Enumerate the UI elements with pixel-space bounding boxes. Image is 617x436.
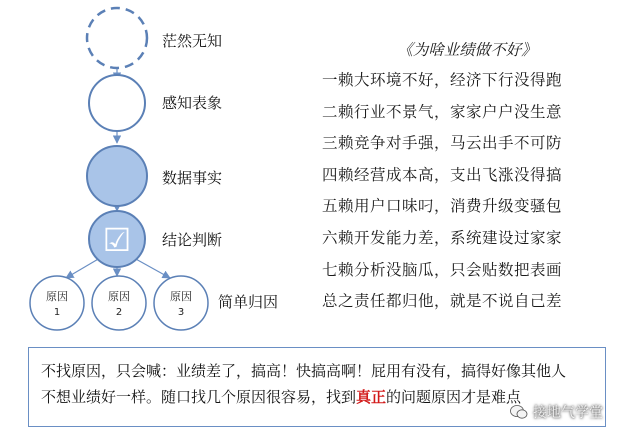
watermark bbox=[510, 402, 603, 422]
watermark-text: 接地气学堂 bbox=[533, 405, 603, 421]
poem-title: 《为啥业绩做不好》 bbox=[397, 41, 537, 59]
node-cause-3 bbox=[154, 276, 208, 330]
label-ignorance: 茫然无知 bbox=[162, 32, 223, 50]
poem-line: 七赖分析没脑瓜，只会贴数把表画 bbox=[322, 260, 563, 279]
poem-line: 三赖竞争对手强，马云出手不可防 bbox=[322, 134, 563, 153]
node-cause-2 bbox=[92, 276, 146, 330]
cause-3-number: 3 bbox=[177, 307, 185, 318]
highlight-text: 真正 bbox=[356, 388, 387, 406]
poem-line: 五赖用户口味叼，消费升级变骚包 bbox=[322, 197, 563, 216]
cause-1-label: 原因 bbox=[46, 290, 68, 303]
cause-2-number: 2 bbox=[115, 307, 123, 318]
label-perception: 感知表象 bbox=[162, 94, 223, 112]
poem-line: 一赖大环境不好，经济下行没得跑 bbox=[322, 71, 563, 89]
label-simple-attribution: 简单归因 bbox=[218, 293, 279, 311]
arrow-conclusion-to-cause-3 bbox=[134, 258, 170, 278]
commentary-text: 不想业绩好一样。随口找几个原因很容易，找到 bbox=[41, 388, 357, 406]
arrow-conclusion-to-cause-1 bbox=[66, 258, 100, 278]
node-cause-1 bbox=[30, 276, 84, 330]
label-facts: 数据事实 bbox=[162, 169, 223, 187]
chat-bubble-icon bbox=[510, 404, 528, 420]
cause-1-number: 1 bbox=[53, 307, 61, 318]
node-facts bbox=[87, 146, 147, 206]
node-perception bbox=[89, 75, 145, 131]
poem-line: 二赖行业不景气，家家户户没生意 bbox=[322, 102, 563, 121]
check-icon: ☑ bbox=[102, 221, 132, 259]
poem-line: 总之责任都归他，就是不说自己差 bbox=[322, 292, 563, 311]
commentary-line-1: 不找原因，只会喊：业绩差了，搞高！快搞高啊！屁用有没有，搞得好像其他人 bbox=[41, 362, 567, 380]
label-conclusion: 结论判断 bbox=[162, 231, 223, 249]
cause-3-label: 原因 bbox=[170, 290, 192, 303]
node-ignorance bbox=[87, 8, 147, 68]
poem-block bbox=[322, 38, 612, 323]
commentary-text: 的问题原因才是难点 bbox=[386, 388, 522, 406]
poem-line: 四赖经营成本高，支出飞涨没得搞 bbox=[322, 165, 563, 184]
poem-line: 六赖开发能力差，系统建设过家家 bbox=[322, 228, 563, 247]
cause-2-label: 原因 bbox=[108, 290, 130, 303]
